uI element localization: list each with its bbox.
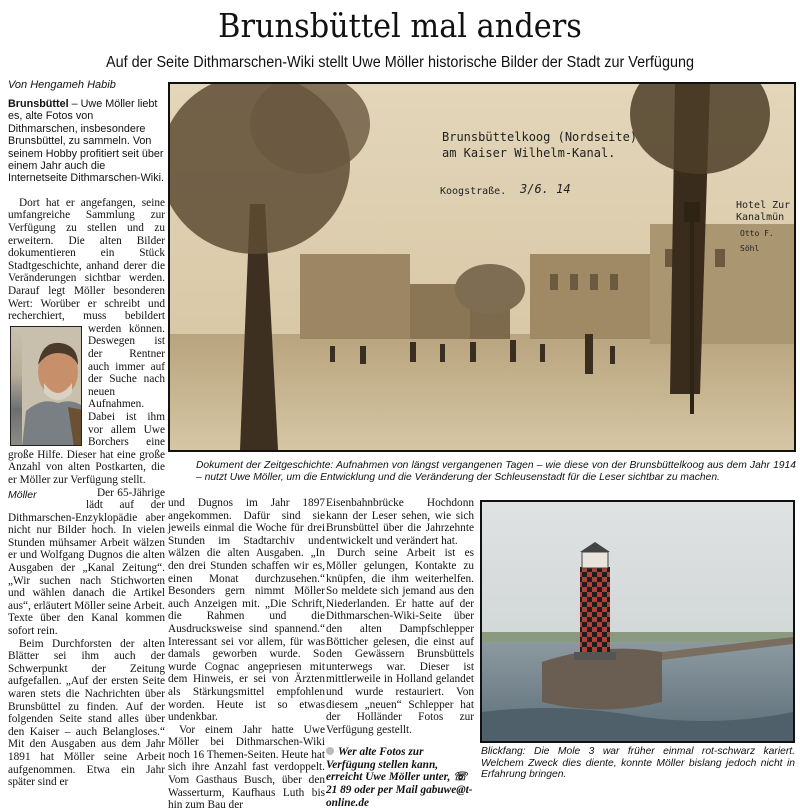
hotel-sign: Hotel Zur Kanalmün bbox=[736, 200, 791, 223]
author-portrait-photo bbox=[10, 326, 82, 446]
article-column-3 bbox=[326, 497, 474, 809]
paragraph: Beim Durchforsten der alten Blätter sei ihm auch der Schwerpunkt der Zeitung aufgefallen. „Auf der ersten Seite waren stets die Nachrichten über Brunsbüttel zu finden. Auf der folgenden Seite stand alles über den Kaiser – auch Belangloses.“ Mit den Ausgaben aus dem Jahr 1891 hat Möller seine Arbeit aufgenommen. Etwa ein Jahr später sind er bbox=[8, 637, 165, 789]
main-photo-caption: Dokument der Zeitgeschichte: Aufnahmen von längst vergangenen Tagen – wie diese von der Brunsbüttelkoog aus dem Jahr 1914 – nutzt Uwe Möller, um die Entwicklung und die Veränderung der Schleusenstadt für die Leser sichtbar zu machen. bbox=[196, 460, 796, 483]
postcard-handwritten-date: 3/6. 14 bbox=[520, 182, 571, 196]
paragraph bbox=[8, 196, 165, 501]
bullet-icon bbox=[326, 747, 334, 755]
lighthouse-photo-caption: Blickfang: Die Mole 3 war früher einmal rot-schwarz kariert. Welchem Zweck dies diente, konnte Möller bislang jedoch nicht in Erfahrung bringen. bbox=[481, 746, 795, 780]
contact-info-box bbox=[326, 746, 474, 809]
hotel-owner: Otto F. Söhl bbox=[740, 229, 774, 253]
article-column-2 bbox=[168, 497, 325, 812]
byline: Von Hengameh Habib bbox=[8, 79, 116, 91]
paragraph: Vor einem Jahr hatte Uwe Möller bei Dithmarschen-Wiki noch 16 Themen-Seiten. Heute hat sich ihre Anzahl fast verdoppelt. Vom Gasthaus Busch, über den Wasserturm, Kaufhaus Luth bis hin zum Bau der bbox=[168, 723, 325, 812]
lighthouse-image bbox=[482, 502, 793, 741]
postcard-street: Koogstraße. bbox=[440, 186, 507, 197]
lead-text: – Uwe Möller liebt es, alte Fotos von Dithmarschen, insbesondere Brunsbüttel, zu sammeln. Von seinem Hobby profitiert seit über einem Jahr auch die Internetseite Dithmarschen-Wiki. bbox=[8, 98, 165, 185]
historic-postcard-photo bbox=[168, 82, 796, 452]
article-column-1 bbox=[8, 98, 165, 789]
postcard-subtitle: am Kaiser Wilhelm-Kanal. bbox=[442, 146, 616, 160]
paragraph-text-b: werden können. Deswegen ist der Rentner auch immer auf der Suche nach neuen Aufnahmen. Dabei ist ihm vor allem Uwe Borchers eine große Hilfe. Dieser hat eine große Anzahl von alten Postkarten, die er Möller zur Verfügung stellt. bbox=[8, 322, 165, 486]
lighthouse-photo bbox=[480, 500, 795, 743]
paragraph: Durch seine Arbeit ist es Möller gelungen, Kontakte zu knüpfen, die ihm weiterhelfen. So meldete sich jemand aus den Niederlanden. Er hatte auf der Dithmarschen-Wiki-Seite über den alten Dampfschlepper Bötticher gelesen, die einst auf den Gewässern Brunsbüttels unterwegs war. Dieser ist mittlerweile in Holland gelandet und wurde restauriert. Von diesem „neuen“ Schlepper hat der Holländer Fotos zur Verfügung gestellt. bbox=[326, 547, 474, 736]
portrait-image bbox=[22, 327, 82, 446]
contact-info-text: Wer alte Fotos zur Verfügung stellen kann, erreicht Uwe Möller unter, ☏ 21 89 oder per Mail gabuwe@t-online.de bbox=[326, 746, 473, 809]
paragraph: und Dugnos im Jahr 1897 angekommen. Dafür sind sie jeweils einmal die Woche für drei Stunden im Stadtarchiv und wälzen die alten Ausgaben. „In den drei Stunden schaffen wir es, einen Monat durchzusehen.“ Besonders gern nimmt Möller auch Anzeigen mit. „Die Schrift, die Rahmen und die Ausdrucksweise sind spannend.“ Interessant sei vor allem, für was damals geworben wurde. So wurde Cognac angepriesen mit dem Hinweis, er sei von Ärzten als Stärkungsmittel empfohlen worden. Heute ist so etwas undenkbar. bbox=[168, 497, 325, 724]
headline: Brunsbüttel mal anders bbox=[218, 6, 582, 45]
paragraph-text-a: Dort hat er angefangen, seine umfangreiche Sammlung zur Verfügung zu stellen und zu erweitern. Die alten Bilder dokumentieren ein Stück Stadtgeschichte, anhand derer die Veränderungen sichtbar werden. Darauf legt Möller besonderen Wert: Worüber er schreibt und recherchiert, muss bebildert bbox=[8, 196, 165, 323]
postcard-title: Brunsbüttelkoog (Nordseite) bbox=[442, 130, 638, 144]
dateline: Brunsbüttel bbox=[8, 98, 69, 110]
paragraph: Eisenbahnbrücke Hochdonn kann der Leser sehen, wie sich Brunsbüttel über die Jahrzehnte entwickelt und verändert hat. bbox=[326, 497, 474, 547]
lead-paragraph bbox=[8, 98, 165, 185]
portrait-caption: Möller bbox=[8, 488, 37, 501]
subheadline: Auf der Seite Dithmarschen-Wiki stellt Uwe Möller historische Bilder der Stadt zur Verfügung bbox=[105, 54, 695, 71]
paragraph: Der 65-Jährige lädt auf der Dithmarschen-Enzyklopädie aber nicht nur Bilder hoch. In vielen Stunden mühsamer Arbeit wälzen er und Wolfgang Dugnos die alten Ausgaben der „Kanal Zeitung“. „Wir suchen nach Stichworten und wählen danach die Artikel aus“, erläutert Möller seine Arbeit. Texte über den Kanal kommen sofort rein. bbox=[8, 486, 165, 638]
